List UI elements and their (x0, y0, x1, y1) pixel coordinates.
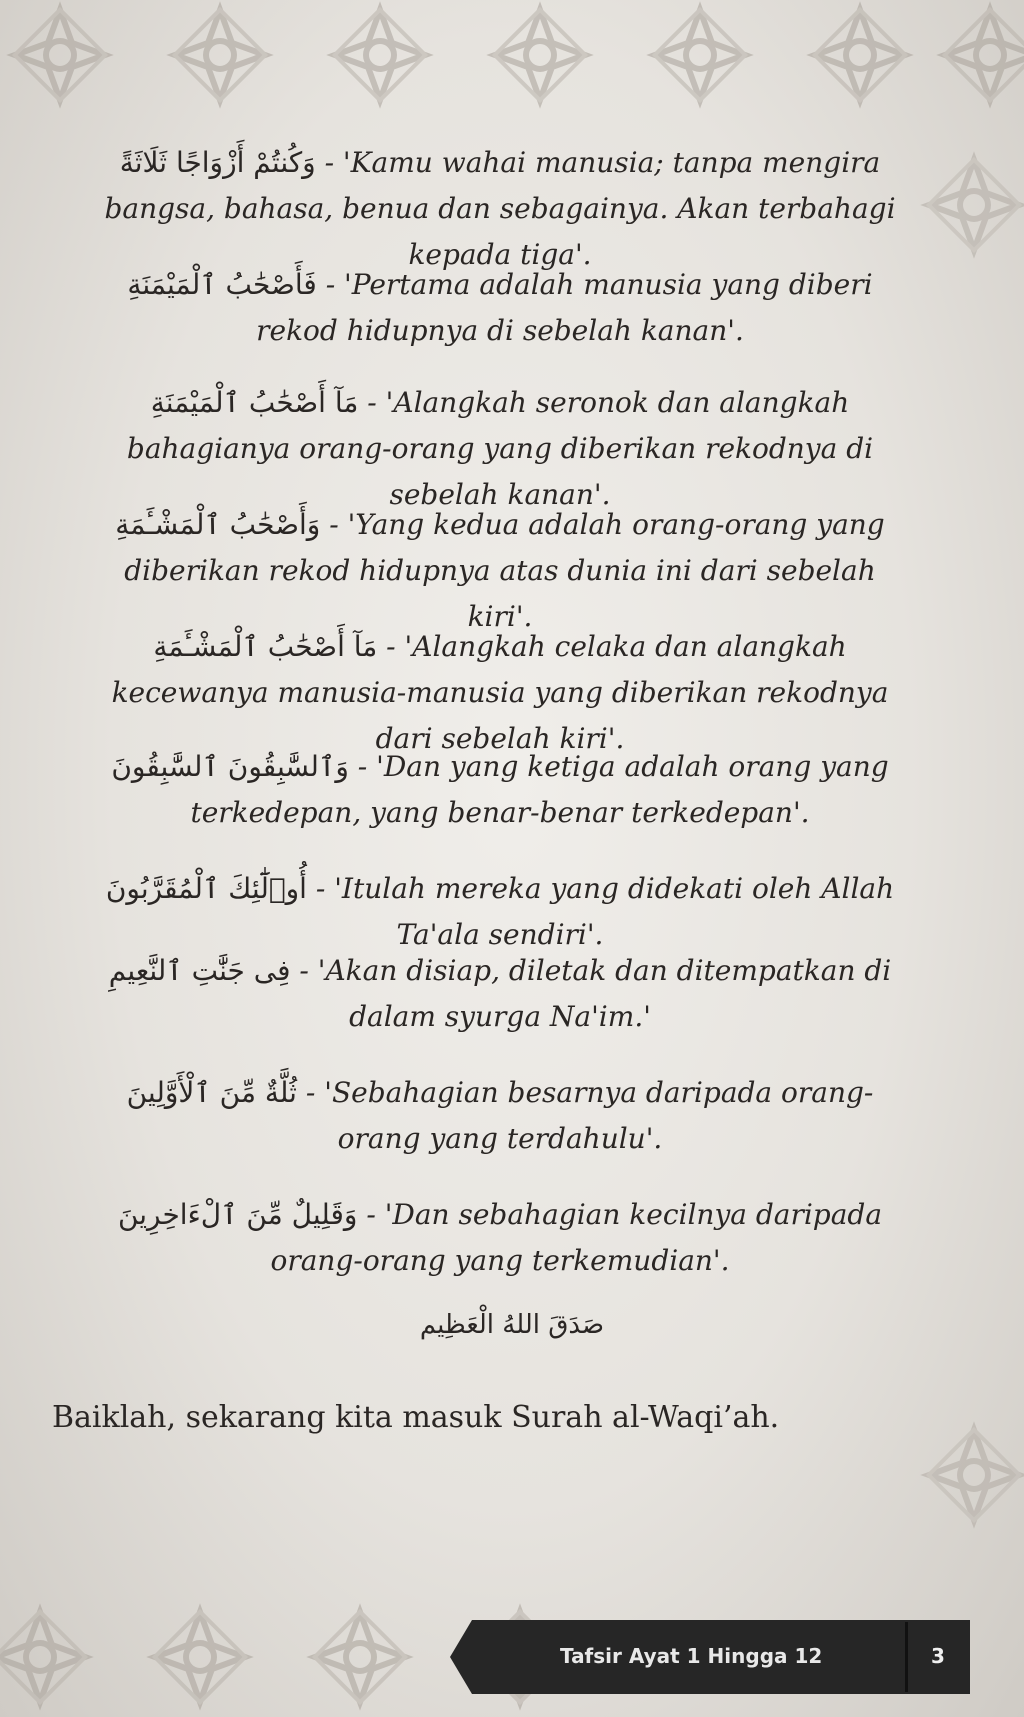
verse-10 (100, 1192, 900, 1284)
verse-arabic: فِى جَنَّٰتِ ٱلنَّعِيمِ (108, 954, 291, 987)
footer-divider (905, 1622, 908, 1692)
verse-arabic: أُو۟لَٰٓئِكَ ٱلْمُقَرَّبُونَ (105, 872, 307, 905)
verse-arabic: مَآ أَصْحَٰبُ ٱلْمَيْمَنَةِ (150, 386, 359, 419)
verse-translation: - 'Alangkah celaka dan alangkah kecewanya manusia-manusia yang diberikan rekodnya dari sebelah kiri'. (111, 630, 889, 755)
closing-arabic-phrase: صَدَقَ اللهُ الْعَظِيم (419, 1310, 605, 1340)
verse-2 (100, 262, 900, 354)
top-ornament-border (0, 0, 1024, 130)
verse-arabic: وَأَصْحَٰبُ ٱلْمَشْـَٔمَةِ (115, 508, 321, 541)
verse-3 (100, 380, 900, 518)
verse-5 (100, 624, 900, 762)
body-paragraph: Baiklah, sekarang kita masuk Surah al-Waqi’ah. (52, 1400, 780, 1435)
side-ornament-top (884, 130, 1024, 280)
verse-translation: - 'Yang kedua adalah orang-orang yang diberikan rekod hidupnya atas dunia ini dari sebelah kiri'. (124, 508, 885, 633)
verse-translation: - 'Kamu wahai manusia; tanpa mengira bangsa, bahasa, benua dan sebagainya. Akan terbahagi kepada tiga'. (104, 146, 896, 271)
verse-6 (100, 744, 900, 836)
verse-arabic: وَكُنتُمْ أَزْوَاجًا ثَلَاثَةً (119, 146, 316, 179)
verse-translation: - 'Dan sebahagian kecilnya daripada orang-orang yang terkemudian'. (270, 1198, 883, 1277)
verse-translation: - 'Dan yang ketiga adalah orang yang terkedepan, yang benar-benar terkedepan'. (190, 750, 889, 829)
verse-8 (100, 948, 900, 1040)
page-number: 3 (931, 1644, 945, 1668)
verse-arabic: ثُلَّةٌ مِّنَ ٱلْأَوَّلِينَ (126, 1076, 297, 1109)
verse-translation: - 'Itulah mereka yang didekati oleh Allah Ta'ala sendiri'. (306, 872, 895, 951)
verse-arabic: وَقَلِيلٌ مِّنَ ٱلْءَاخِرِينَ (117, 1198, 358, 1231)
verse-translation: - 'Sebahagian besarnya daripada orang-orang yang terdahulu'. (296, 1076, 874, 1155)
verse-1 (100, 140, 900, 278)
footer-chapter-title: Tafsir Ayat 1 Hingga 12 (560, 1644, 823, 1668)
verse-translation: - 'Alangkah seronok dan alangkah bahagianya orang-orang yang diberikan rekodnya di sebelah kanan'. (126, 386, 874, 511)
verse-arabic: مَآ أَصْحَٰبُ ٱلْمَشْـَٔمَةِ (153, 630, 378, 663)
verse-translation: - 'Pertama adalah manusia yang diberi rekod hidupnya di sebelah kanan'. (256, 268, 873, 347)
verse-arabic: فَأَصْحَٰبُ ٱلْمَيْمَنَةِ (127, 268, 317, 301)
verse-translation: - 'Akan disiap, diletak dan ditempatkan di dalam syurga Na'im.' (290, 954, 892, 1033)
verse-arabic: وَٱلسَّٰبِقُونَ ٱلسَّٰبِقُونَ (111, 750, 349, 783)
verse-9 (100, 1070, 900, 1162)
verse-7 (100, 866, 900, 958)
verse-4 (100, 502, 900, 640)
